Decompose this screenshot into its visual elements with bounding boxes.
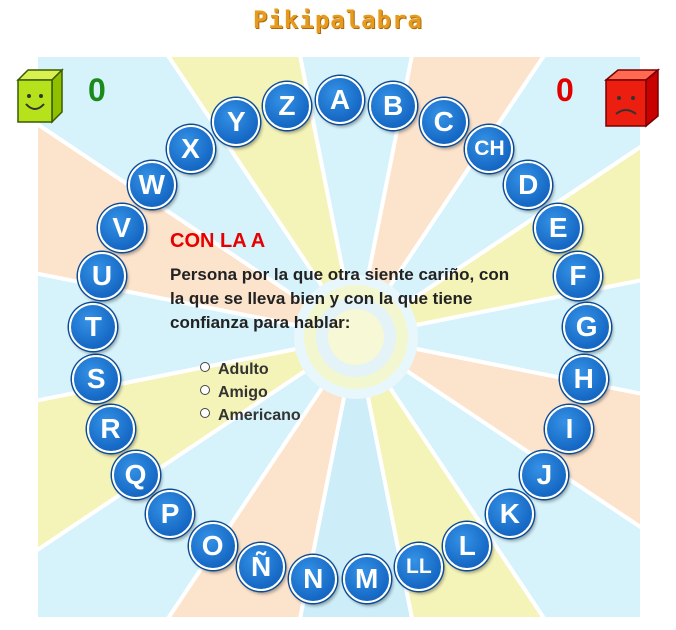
question-panel	[170, 230, 540, 335]
letter-button-u[interactable]: U	[78, 252, 126, 300]
question-heading: CON LA A	[170, 230, 266, 252]
sunburst-background	[38, 57, 640, 617]
letter-button-p[interactable]: P	[146, 490, 194, 538]
green-smiley-cube-icon	[16, 68, 64, 124]
letter-button-i[interactable]: I	[545, 405, 593, 453]
letter-button-g[interactable]: G	[563, 303, 611, 351]
letter-button-ll[interactable]: LL	[395, 543, 443, 591]
letter-button-m[interactable]: M	[343, 555, 391, 603]
game-board-background	[38, 57, 640, 617]
letter-button-s[interactable]: S	[72, 355, 120, 403]
letter-button-e[interactable]: E	[534, 204, 582, 252]
letter-button-j[interactable]: J	[520, 451, 568, 499]
answer-option[interactable]	[200, 358, 301, 381]
answer-option[interactable]	[200, 404, 301, 427]
letter-button-o[interactable]: O	[189, 522, 237, 570]
letter-button-v[interactable]: V	[98, 204, 146, 252]
letter-button-t[interactable]: T	[69, 303, 117, 351]
letter-button-w[interactable]: W	[128, 161, 176, 209]
letter-button-d[interactable]: D	[504, 161, 552, 209]
letter-button-b[interactable]: B	[369, 82, 417, 130]
red-sad-cube-icon	[604, 68, 652, 124]
radio-button[interactable]	[200, 362, 210, 372]
question-line: la que se lleva bien y con la que tiene	[170, 289, 473, 308]
letter-button-x[interactable]: X	[167, 125, 215, 173]
letter-button-z[interactable]: Z	[263, 82, 311, 130]
letter-button-l[interactable]: L	[443, 522, 491, 570]
letter-button-ch[interactable]: CH	[465, 125, 513, 173]
answer-option-label: Americano	[218, 406, 301, 424]
answer-option-label: Amigo	[218, 383, 268, 401]
answer-option-label: Adulto	[218, 360, 269, 378]
letter-button-k[interactable]: K	[486, 490, 534, 538]
question-line: confianza para hablar:	[170, 313, 351, 332]
correct-score: 0	[88, 72, 106, 108]
radio-button[interactable]	[200, 385, 210, 395]
answer-option[interactable]	[200, 381, 301, 404]
letter-button-ñ[interactable]: Ñ	[237, 543, 285, 591]
question-line: Persona por la que otra siente cariño, con	[170, 265, 510, 284]
question-definition	[170, 263, 540, 335]
letter-button-q[interactable]: Q	[112, 451, 160, 499]
letter-button-r[interactable]: R	[87, 405, 135, 453]
letter-button-f[interactable]: F	[554, 252, 602, 300]
game-title: Pikipalabra	[253, 6, 423, 34]
letter-button-n[interactable]: N	[289, 555, 337, 603]
wrong-score: 0	[556, 72, 574, 108]
radio-button[interactable]	[200, 408, 210, 418]
letter-button-c[interactable]: C	[420, 98, 468, 146]
letter-button-h[interactable]: H	[560, 355, 608, 403]
answer-options	[200, 358, 301, 427]
letter-button-y[interactable]: Y	[212, 98, 260, 146]
letter-button-a[interactable]: A	[316, 76, 364, 124]
